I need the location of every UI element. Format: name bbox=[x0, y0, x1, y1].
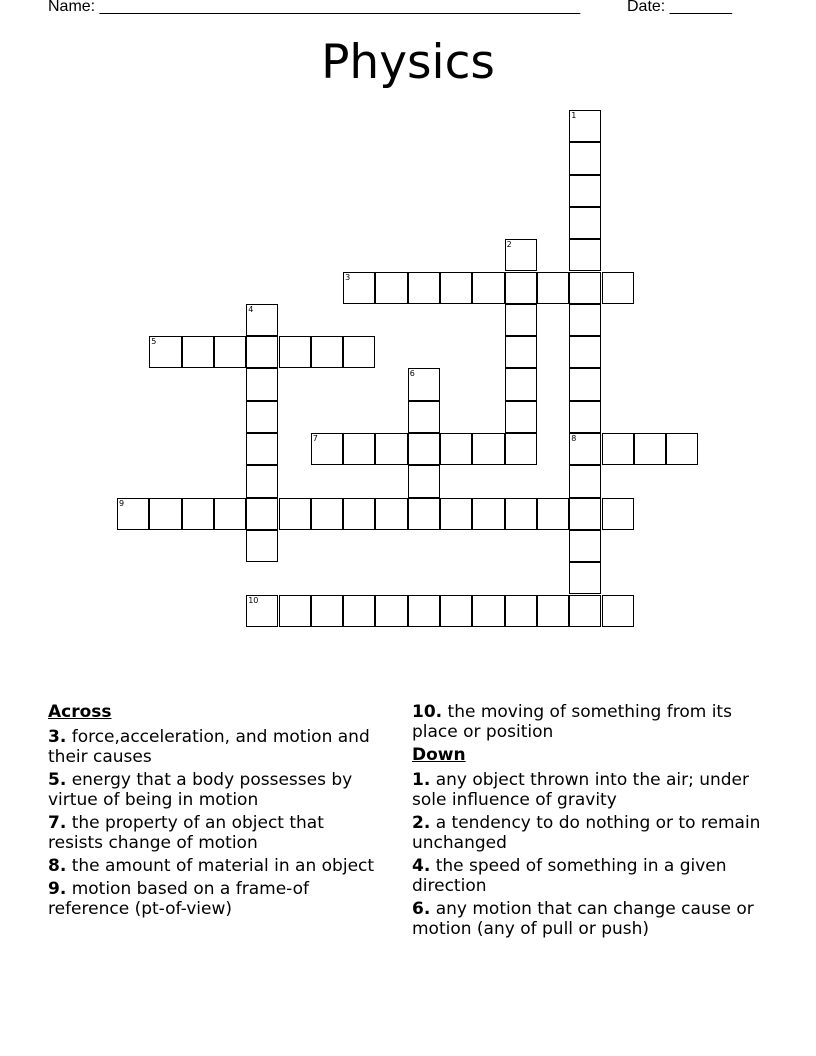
grid-cell[interactable] bbox=[214, 336, 246, 368]
clue-across-8 bbox=[48, 856, 378, 876]
grid-cell[interactable] bbox=[505, 595, 537, 627]
grid-cell[interactable] bbox=[666, 433, 698, 465]
cell-number: 5 bbox=[151, 337, 157, 347]
clue-down-6 bbox=[412, 899, 762, 939]
grid-cell[interactable] bbox=[214, 498, 246, 530]
grid-cell[interactable] bbox=[505, 304, 537, 336]
clue-across-3 bbox=[48, 727, 378, 767]
grid-cell[interactable] bbox=[569, 207, 601, 239]
clue-number: 4. bbox=[412, 856, 431, 876]
clue-text: motion based on a frame-of reference (pt-of-view) bbox=[48, 879, 309, 919]
grid-cell[interactable] bbox=[602, 433, 634, 465]
date-field-label: Date: _______ bbox=[627, 0, 732, 15]
grid-cell[interactable] bbox=[279, 498, 311, 530]
grid-cell[interactable] bbox=[569, 595, 601, 627]
grid-cell[interactable] bbox=[182, 498, 214, 530]
grid-cell[interactable] bbox=[117, 498, 149, 530]
cell-number: 6 bbox=[409, 369, 415, 379]
grid-cell[interactable] bbox=[505, 433, 537, 465]
grid-cell[interactable] bbox=[569, 465, 601, 497]
grid-cell[interactable] bbox=[472, 498, 504, 530]
grid-cell[interactable] bbox=[408, 433, 440, 465]
grid-cell[interactable] bbox=[375, 595, 407, 627]
clue-number: 8. bbox=[48, 856, 67, 876]
clue-across-5 bbox=[48, 770, 378, 810]
clue-text: force,acceleration, and motion and their causes bbox=[48, 727, 370, 767]
grid-cell[interactable] bbox=[569, 562, 601, 594]
grid-cell[interactable] bbox=[472, 433, 504, 465]
cell-number: 7 bbox=[312, 434, 318, 443]
grid-cell[interactable] bbox=[569, 401, 601, 433]
grid-cell[interactable] bbox=[246, 595, 278, 627]
grid-cell[interactable] bbox=[440, 498, 472, 530]
clue-number: 2. bbox=[412, 813, 431, 833]
grid-cell[interactable] bbox=[408, 368, 440, 400]
clue-number: 10. bbox=[412, 702, 443, 722]
clues-left-column bbox=[48, 702, 378, 922]
down-heading: Down bbox=[412, 745, 466, 765]
grid-cell[interactable] bbox=[569, 110, 601, 142]
clue-down-1 bbox=[412, 770, 762, 810]
clue-text: a tendency to do nothing or to remain unchanged bbox=[412, 813, 761, 853]
clue-across-7 bbox=[48, 813, 378, 853]
grid-cell[interactable] bbox=[634, 433, 666, 465]
grid-cell[interactable] bbox=[602, 595, 634, 627]
grid-cell[interactable] bbox=[505, 498, 537, 530]
grid-cell[interactable] bbox=[569, 175, 601, 207]
grid-cell[interactable] bbox=[246, 304, 278, 336]
clue-number: 5. bbox=[48, 770, 67, 790]
grid-cell[interactable] bbox=[569, 498, 601, 530]
clues-right-column bbox=[412, 702, 762, 942]
grid-cell[interactable] bbox=[375, 433, 407, 465]
grid-cell[interactable] bbox=[375, 272, 407, 304]
clue-text: energy that a body possesses by virtue of being in motion bbox=[48, 770, 353, 810]
grid-cell[interactable] bbox=[408, 401, 440, 433]
grid-cell[interactable] bbox=[505, 272, 537, 304]
clue-text: any motion that can change cause or motion (any of pull or push) bbox=[412, 899, 754, 939]
grid-cell[interactable] bbox=[602, 272, 634, 304]
grid-cell[interactable] bbox=[246, 465, 278, 497]
clue-text: the amount of material in an object bbox=[71, 856, 375, 876]
cell-number: 10 bbox=[248, 595, 259, 605]
grid-cell[interactable] bbox=[569, 368, 601, 400]
grid-cell[interactable] bbox=[569, 336, 601, 368]
grid-cell[interactable] bbox=[246, 530, 278, 562]
grid-cell[interactable] bbox=[408, 498, 440, 530]
grid-cell[interactable] bbox=[246, 401, 278, 433]
cell-number: 8 bbox=[571, 434, 577, 443]
clue-down-4 bbox=[412, 856, 762, 896]
grid-cell[interactable] bbox=[311, 433, 343, 465]
clue-number: 7. bbox=[48, 813, 67, 833]
grid-cell[interactable] bbox=[440, 272, 472, 304]
grid-cell[interactable] bbox=[408, 272, 440, 304]
grid-cell[interactable] bbox=[569, 433, 601, 465]
grid-cell[interactable] bbox=[246, 433, 278, 465]
grid-cell[interactable] bbox=[311, 595, 343, 627]
clue-across-9 bbox=[48, 879, 378, 919]
grid-cell[interactable] bbox=[279, 336, 311, 368]
grid-cell[interactable] bbox=[182, 336, 214, 368]
clue-text: any object thrown into the air; under sole influence of gravity bbox=[412, 770, 750, 810]
clue-down-2 bbox=[412, 813, 762, 853]
grid-cell[interactable] bbox=[440, 433, 472, 465]
grid-cell[interactable] bbox=[311, 498, 343, 530]
grid-cell[interactable] bbox=[246, 336, 278, 368]
grid-cell[interactable] bbox=[149, 498, 181, 530]
across-heading: Across bbox=[48, 702, 112, 722]
clue-number: 9. bbox=[48, 879, 67, 899]
grid-cell[interactable] bbox=[149, 336, 181, 368]
grid-cell[interactable] bbox=[343, 336, 375, 368]
grid-cell[interactable] bbox=[472, 272, 504, 304]
grid-cell[interactable] bbox=[537, 595, 569, 627]
grid-cell[interactable] bbox=[246, 368, 278, 400]
grid-cell[interactable] bbox=[505, 239, 537, 271]
grid-cell[interactable] bbox=[569, 530, 601, 562]
grid-cell[interactable] bbox=[569, 239, 601, 271]
grid-cell[interactable] bbox=[537, 498, 569, 530]
grid-cell[interactable] bbox=[505, 368, 537, 400]
grid-cell[interactable] bbox=[246, 498, 278, 530]
cell-number: 1 bbox=[571, 111, 577, 120]
grid-cell[interactable] bbox=[279, 595, 311, 627]
grid-cell[interactable] bbox=[343, 433, 375, 465]
cell-number: 2 bbox=[506, 240, 512, 250]
grid-cell[interactable] bbox=[569, 272, 601, 304]
clue-text: the property of an object that resists change of motion bbox=[48, 813, 324, 853]
grid-cell[interactable] bbox=[472, 595, 504, 627]
grid-cell[interactable] bbox=[569, 142, 601, 174]
grid-cell[interactable] bbox=[440, 595, 472, 627]
name-field-label: Name: ______________________________________________________ bbox=[48, 0, 581, 15]
grid-cell[interactable] bbox=[537, 272, 569, 304]
grid-cell[interactable] bbox=[505, 336, 537, 368]
clue-number: 1. bbox=[412, 770, 431, 790]
grid-cell[interactable] bbox=[505, 401, 537, 433]
clue-number: 3. bbox=[48, 727, 67, 747]
grid-cell[interactable] bbox=[343, 272, 375, 304]
page-title: Physics bbox=[321, 35, 495, 90]
grid-cell[interactable] bbox=[602, 498, 634, 530]
cell-number: 3 bbox=[345, 272, 351, 282]
clue-across-10 bbox=[412, 702, 762, 742]
cell-number: 9 bbox=[119, 498, 125, 508]
clue-text: the speed of something in a given direction bbox=[412, 856, 727, 896]
grid-cell[interactable] bbox=[311, 336, 343, 368]
cell-number: 4 bbox=[248, 304, 254, 314]
grid-cell[interactable] bbox=[375, 498, 407, 530]
clue-number: 6. bbox=[412, 899, 431, 919]
grid-cell[interactable] bbox=[569, 304, 601, 336]
grid-cell[interactable] bbox=[343, 595, 375, 627]
clue-text: the moving of something from its place or position bbox=[412, 702, 732, 742]
grid-cell[interactable] bbox=[343, 498, 375, 530]
grid-cell[interactable] bbox=[408, 465, 440, 497]
grid-cell[interactable] bbox=[408, 595, 440, 627]
